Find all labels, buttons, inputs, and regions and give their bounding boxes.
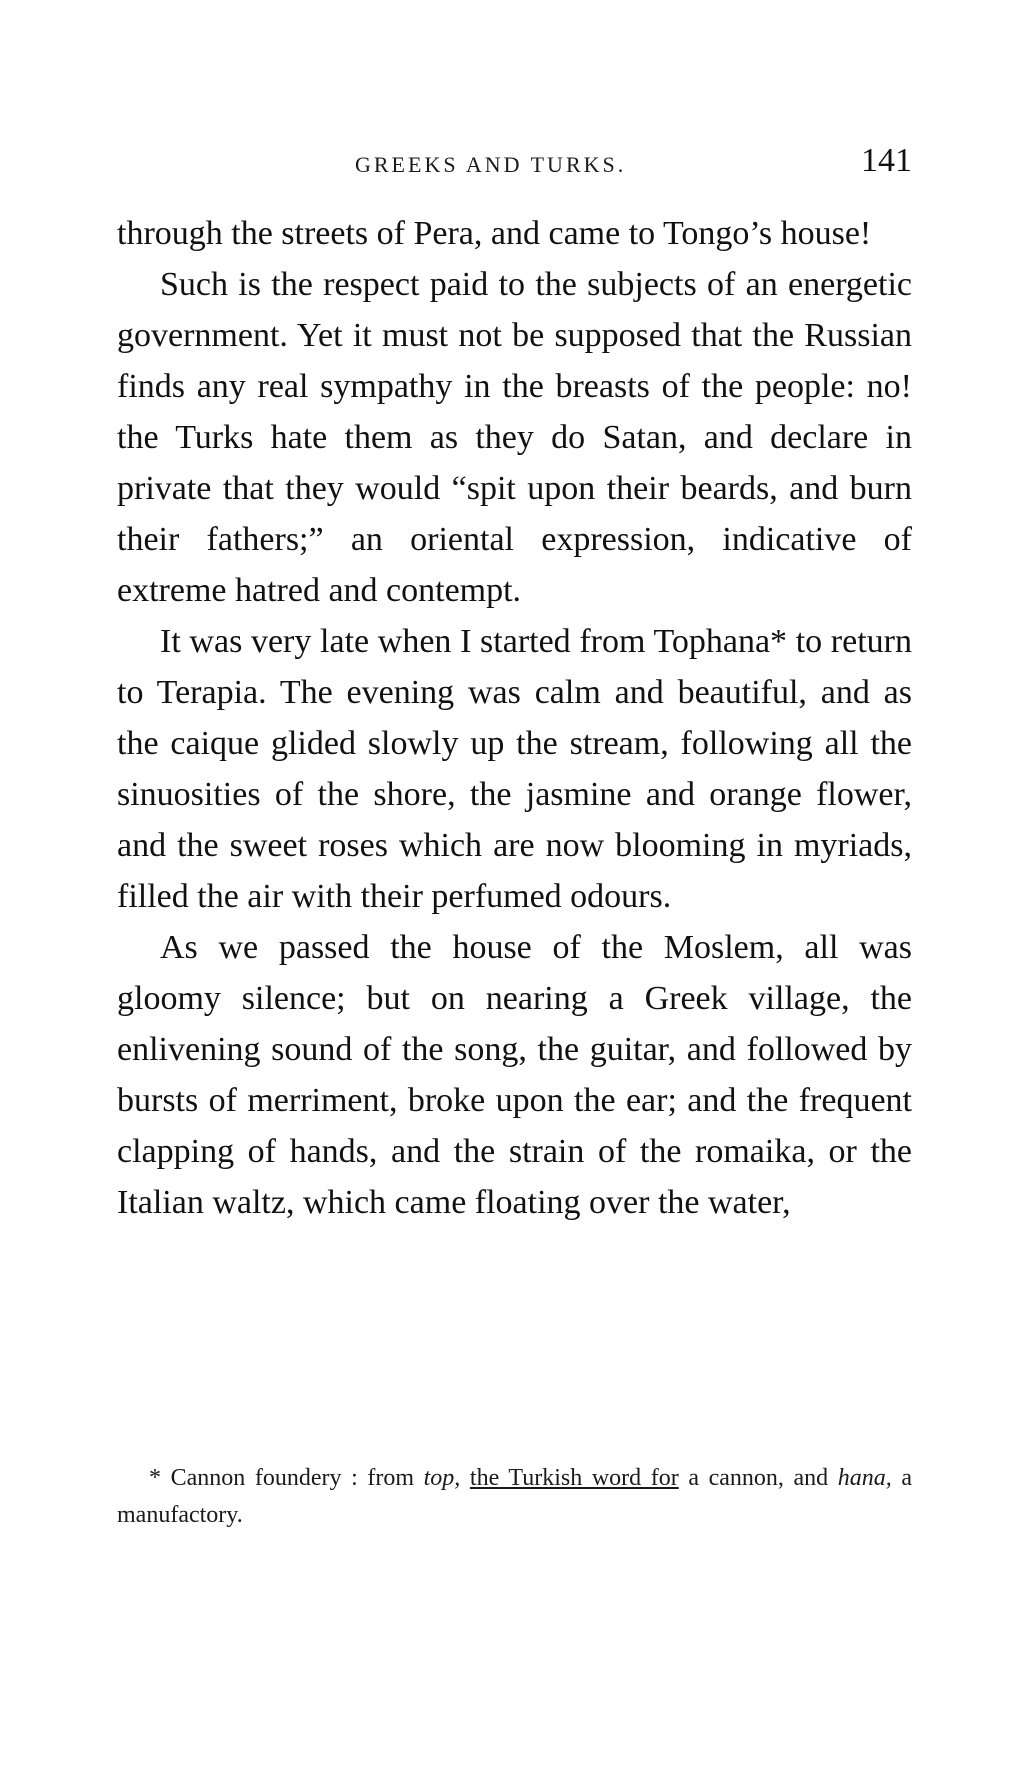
footnote-term-hana: hana, bbox=[837, 1465, 892, 1491]
paragraph-respect: Such is the respect paid to the subjects of an energetic government. Yet it must not be supposed that the Russian finds any real sympathy in the breasts of the people: no! the Turks hate them as they do Satan, and declare in private that they would “spit upon their beards, and burn their fathers;” an oriental expression, indicative of extreme hatred and contempt. bbox=[117, 266, 912, 609]
footnote-mid: a cannon, and bbox=[678, 1465, 838, 1491]
page-header bbox=[117, 142, 912, 188]
footnote-term-top: top, bbox=[423, 1465, 461, 1491]
page-number: 141 bbox=[861, 142, 912, 179]
footnote-lead: * Cannon foundery : from bbox=[149, 1465, 424, 1491]
paragraph-tophana: It was very late when I started from Tophana* to return to Terapia. The evening was calm and beautiful, and as the caique glided slowly up the stream, following all the sinuosities of the shore, the jasmine and orange flower, and the sweet roses which are now blooming in myriads, filled the air with their perfumed odours. bbox=[117, 623, 912, 915]
body-text bbox=[117, 208, 912, 1228]
footnote-underlined-phrase: the Turkish word for bbox=[469, 1465, 679, 1491]
footnote-tail: a manufactory. bbox=[117, 1465, 913, 1528]
paragraph-continuation: through the streets of Pera, and came to Tongo’s house! bbox=[117, 215, 872, 252]
footnote-text bbox=[117, 1460, 912, 1534]
running-title: GREEKS AND TURKS. bbox=[355, 152, 627, 177]
footnote bbox=[117, 1460, 912, 1534]
paragraph-moslem: As we passed the house of the Moslem, all was gloomy silence; but on nearing a Greek village, the enlivening sound of the song, the guitar, and followed by bursts of merriment, broke upon the ear; and the frequent clapping of hands, and the strain of the romaika, or the Italian waltz, which came floating over the water, bbox=[117, 929, 912, 1221]
